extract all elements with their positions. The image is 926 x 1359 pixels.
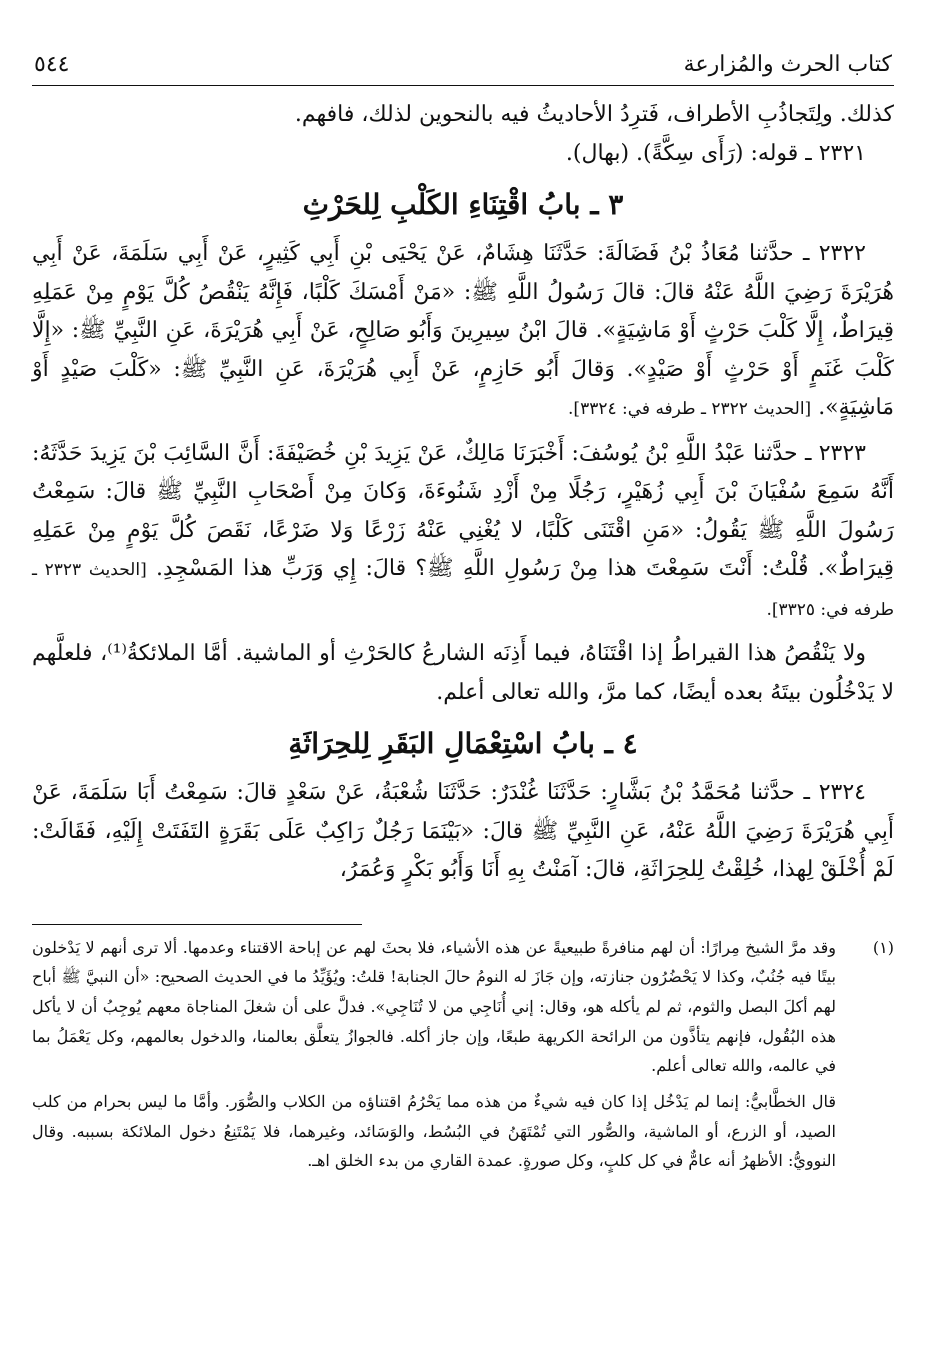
hadith-2323-reference: [الحديث ٢٣٢٣ ـ طرفه في: ٣٣٢٥]. [32, 560, 894, 620]
hadith-2323-text: ٢٣٢٣ ـ حدَّثنا عَبْدُ اللَّهِ بْنُ يُوسُفَ: أَخْبَرَنَا مَالِكٌ، عَنْ يَزِيدَ بْنِ خُصَيْفَةَ: أَنَّ السَّائِبَ بْنَ يَزِيدَ حَدَّثَهُ: أَنَّهُ سَمِعَ سُفْيَانَ بْنَ أَبِي زُهَيْرٍ، رَجُلًا مِنْ أَزْدِ شَنُوءَةَ، وَكانَ مِنْ أَصْحَابِ النَّبِيِّ ﷺ قالَ: سَمِعْتُ رَسُولَ اللَّهِ ﷺ يَقُولُ: «مَنِ اقْتَنَى كَلْبًا، لا يُغْنِي عَنْهُ زَرْعًا وَلا ضَرْعًا، نَقَصَ كُلَّ يَوْمٍ مِنْ عَمَلِهِ قِيرَاطٌ». قُلْتُ: أَنْتَ سَمِعْتَ هذا مِنْ رَسُولِ اللَّهِ ﷺ؟ قالَ: إِي وَرَبِّ هذا المَسْجِدِ. [32, 440, 894, 581]
page-header [32, 52, 894, 86]
book-title: كتاب الحرث والمُزارعة [683, 52, 892, 77]
page-number: ٥٤٤ [34, 52, 70, 77]
continuation-line: كذلك. ولِتَجاذُبِ الأطراف، فَترِدُ الأحاديثُ فيه بالنحوين لذلك، فافهم. [294, 102, 894, 127]
chapter-4-title: ٤ ـ بابُ اسْتِعْمَالِ البَقَرِ لِلحِرَاثَةِ [288, 727, 638, 760]
footnote-1 [32, 933, 894, 1177]
hadith-2324: ٢٣٢٤ ـ حدَّثنا مُحَمَّدُ بْنُ بَشَّارٍ: حَدَّثَنَا غُنْدَرٌ: حَدَّثَنَا شُعْبَةُ، عَنْ سَعْدٍ قالَ: سَمِعْتُ أَبَا سَلَمَةَ، عَنْ أَبِي هُرَيْرَةَ رَضِيَ اللَّهُ عَنْهُ، عَنِ النَّبِيِّ ﷺ قالَ: «بَيْنَمَا رَجُلٌ رَاكِبٌ عَلَى بَقَرَةٍ التَفَتَتْ إِلَيْهِ، فَقَالَتْ: لَمْ أُخْلَقْ لِهذا، خُلِقْتُ لِلحِرَاثَةِ، قالَ: آمَنْتُ بِهِ أَنَا وَأَبُو بَكْرٍ وَعُمَرُ، [32, 780, 894, 882]
footnote-number: (١) [872, 937, 894, 957]
hadith-2322 [32, 235, 894, 429]
footnote-paragraph-2: قال الخطَّابيُّ: إنما لم يَدْخُل إذا كان فيه شيءٌ من هذه مما يَحْرُمُ اقتناؤه من الكلاب والصُّوَر. وأمَّا ما ليس بحرام من كلب الصيد، أو الزرع، أو الماشية، والصُّور التي تُمْتَهَنُ في البُسُط، والوَسَائد، وغيرهما، فلا يَمْتَنِعُ دخول الملائكة بسببه. وقال النوويُّ: الأظهرُ أنه عامٌّ في كل كلبٍ، وكل صورةٍ. عمدة القاري من بدء الخلق اهـ. [32, 1092, 836, 1171]
footnote-divider [32, 924, 362, 925]
hadith-2321-note: ٢٣٢١ ـ قوله: (رَأَى سِكَّةً). (بهال). [565, 140, 866, 166]
hadith-2322-reference: [الحديث ٢٣٢٢ ـ طرفه في: ٣٣٢٤]. [568, 399, 812, 419]
footnote-body [32, 933, 836, 1177]
footnotes [32, 933, 894, 1177]
hadith-2323 [32, 435, 894, 630]
hadith-2322-text: ٢٣٢٢ ـ حدَّثنا مُعَاذُ بْنُ فَضَالَةَ: حَدَّثَنَا هِشَامٌ، عَنْ يَحْيَى بْنِ أَبِي كَثِيرٍ، عَنْ أَبِي سَلَمَةَ، عَنْ أَبِي هُرَيْرَةَ رَضِيَ اللَّهُ عَنْهُ قالَ: قالَ رَسُولُ اللَّهِ ﷺ: «مَنْ أَمْسَكَ كَلْبًا، فَإِنَّهُ يَنْقُصُ كُلَّ يَوْمٍ مِنْ عَمَلِهِ قِيرَاطٌ، إِلَّا كَلْبَ حَرْثٍ أَوْ مَاشِيَةٍ». قالَ ابْنُ سِيرِينَ وَأَبُو صَالِحٍ، عَنْ أَبِي هُرَيْرَةَ، عَنِ النَّبِيِّ ﷺ: «إِلَّا كَلْبَ غَنَمٍ أَوْ حَرْثٍ أَوْ صَيْدٍ». وَقالَ أَبُو حَازِمٍ، عَنْ أَبِي هُرَيْرَةَ، عَنِ النَّبِيِّ ﷺ: «كَلْبَ صَيْدٍ أَوْ مَاشِيَةٍ». [32, 241, 894, 420]
footnote-paragraph-1: وقد مرَّ الشيخ مِرارًا: أن لهم منافرةً طبيعيةً عن هذه الأشياء، فلا بحثَ لهم عن إباحة الاقتناء وعدمها. ألا ترى أنهم لا يَدْخلون بيتًا فيه جُنُبٌ، وكذا لا يَحْضُرُون جنازته، وإن جَازَ له النومُ حالَ الجنابة! قلتُ: ويُؤَيِّدُ ما في الحديث الصحيح: «أن النبيَّ ﷺ أباح لهم أكلَ البصل والثوم، ثم لم يأكله هو، وقال: إني أُنَاجِي من لا تُنَاجِي». فدلَّ على أن شغلَ المناجاة معهم يُوجِبُ أن لا يأكل هذه البُقُول، فإنهم يتأذَّون من الرائحة الكريهة طبعًا، وإن جاز أكله. فالجوازُ يتعلَّق بعالمنا، والدخول بعالمهم، وكل يَعْمَلُ بما في عالمه، والله تعالى أعلم. [32, 937, 836, 1076]
commentary: ولا يَنْقُصُ هذا القيراطُ إذا اقْتَنَاهُ، فيما أَذِنَه الشارعُ كالحَرْثِ أو الماشية. أمَّا الملائكةُ⁽¹⁾، فلعلَّهم لا يَدْخُلُون بيتَهُ بعده أيضًا، كما مرَّ، والله تعالى أعلم. [32, 641, 894, 705]
chapter-3-title: ٣ ـ بابُ اقْتِنَاءِ الكَلْبِ لِلحَرْثِ [302, 188, 624, 221]
main-text [32, 96, 894, 890]
